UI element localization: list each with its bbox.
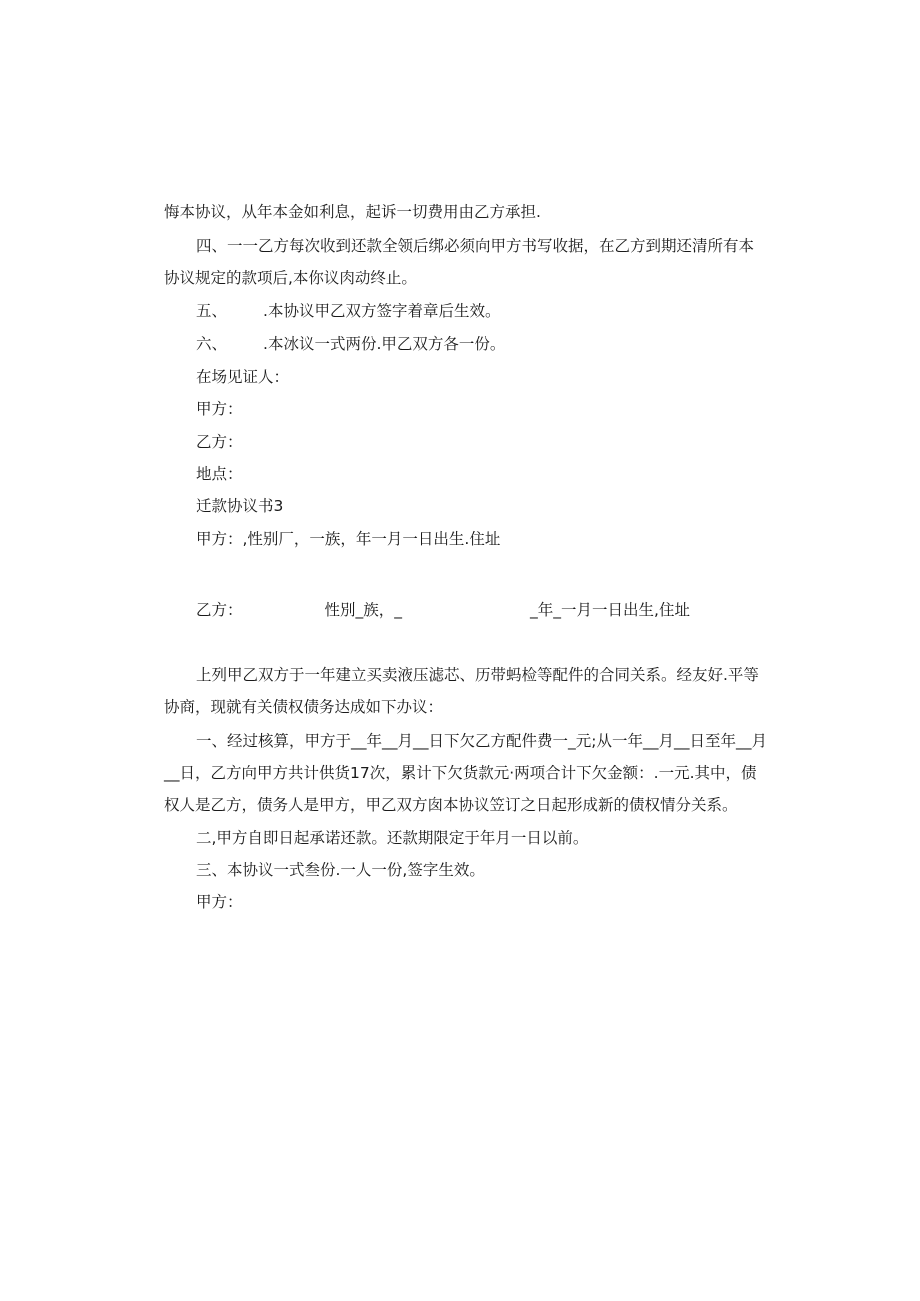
paragraph-line: 协商，现就有关债权债务达成如下办议：	[164, 698, 444, 716]
clause-two-line: 二,甲方自即日起承诺还款。还款期限定于年月一日以前。	[196, 829, 589, 847]
paragraph-line: 悔本协议，从年本金如利息，起诉一切费用由乙方承担.	[164, 203, 541, 221]
clause-number: 五、	[196, 302, 228, 320]
clause-three-line: 三、本协议一式叁份.一人一份,签字生效。	[196, 861, 485, 879]
clause-one-line: 一、经过核算，甲方于__年__月__日下欠乙方配件费一_元;从一年__月__日至年__月	[196, 732, 767, 750]
party-a-label: 甲方：	[196, 400, 243, 418]
paragraph-line: __日，乙方向甲方共计供货17次，累计下欠货款元·两项合计下欠金额：.一元.其中，债	[164, 764, 757, 782]
section-title: 迁款协议书3	[196, 497, 284, 515]
clause-six	[196, 334, 505, 354]
clause-five	[196, 301, 500, 321]
party-b-info	[196, 600, 690, 620]
party-a-signature-label: 甲方：	[196, 893, 243, 911]
party-b-label: 乙方：	[196, 433, 243, 451]
party-a-info: 甲方：,性别厂，一族，年一月一日出生.住址	[196, 530, 501, 548]
party-b-label: 乙方：	[196, 601, 243, 619]
witness-label: 在场见证人：	[196, 368, 290, 386]
party-b-birth-field: _年_一月一日出生,住址	[530, 601, 690, 619]
paragraph-line: 上列甲乙双方于一年建立买卖液压滤芯、历带蚂检等配件的合同关系。经友好.平等	[196, 666, 759, 684]
party-b-gender-field: 性別_族，_	[324, 601, 403, 619]
location-label: 地点：	[196, 465, 243, 483]
clause-text: .本协议甲乙双方签字着章后生效。	[263, 302, 501, 320]
paragraph-line: 协议规定的款项后,本你议肉动终止。	[164, 269, 417, 287]
clause-four-line: 四、一一乙方每次收到还款全领后绑必须向甲方书写收据，在乙方到期还清所有本	[196, 237, 755, 255]
clause-text: .本冰议一式两份.甲乙双方各一份。	[263, 335, 506, 353]
paragraph-line: 权人是乙方，债务人是甲方，甲乙双方囱本协议笠订之日起形成新的债权情分关系。	[164, 796, 738, 814]
clause-number: 六、	[196, 335, 228, 353]
